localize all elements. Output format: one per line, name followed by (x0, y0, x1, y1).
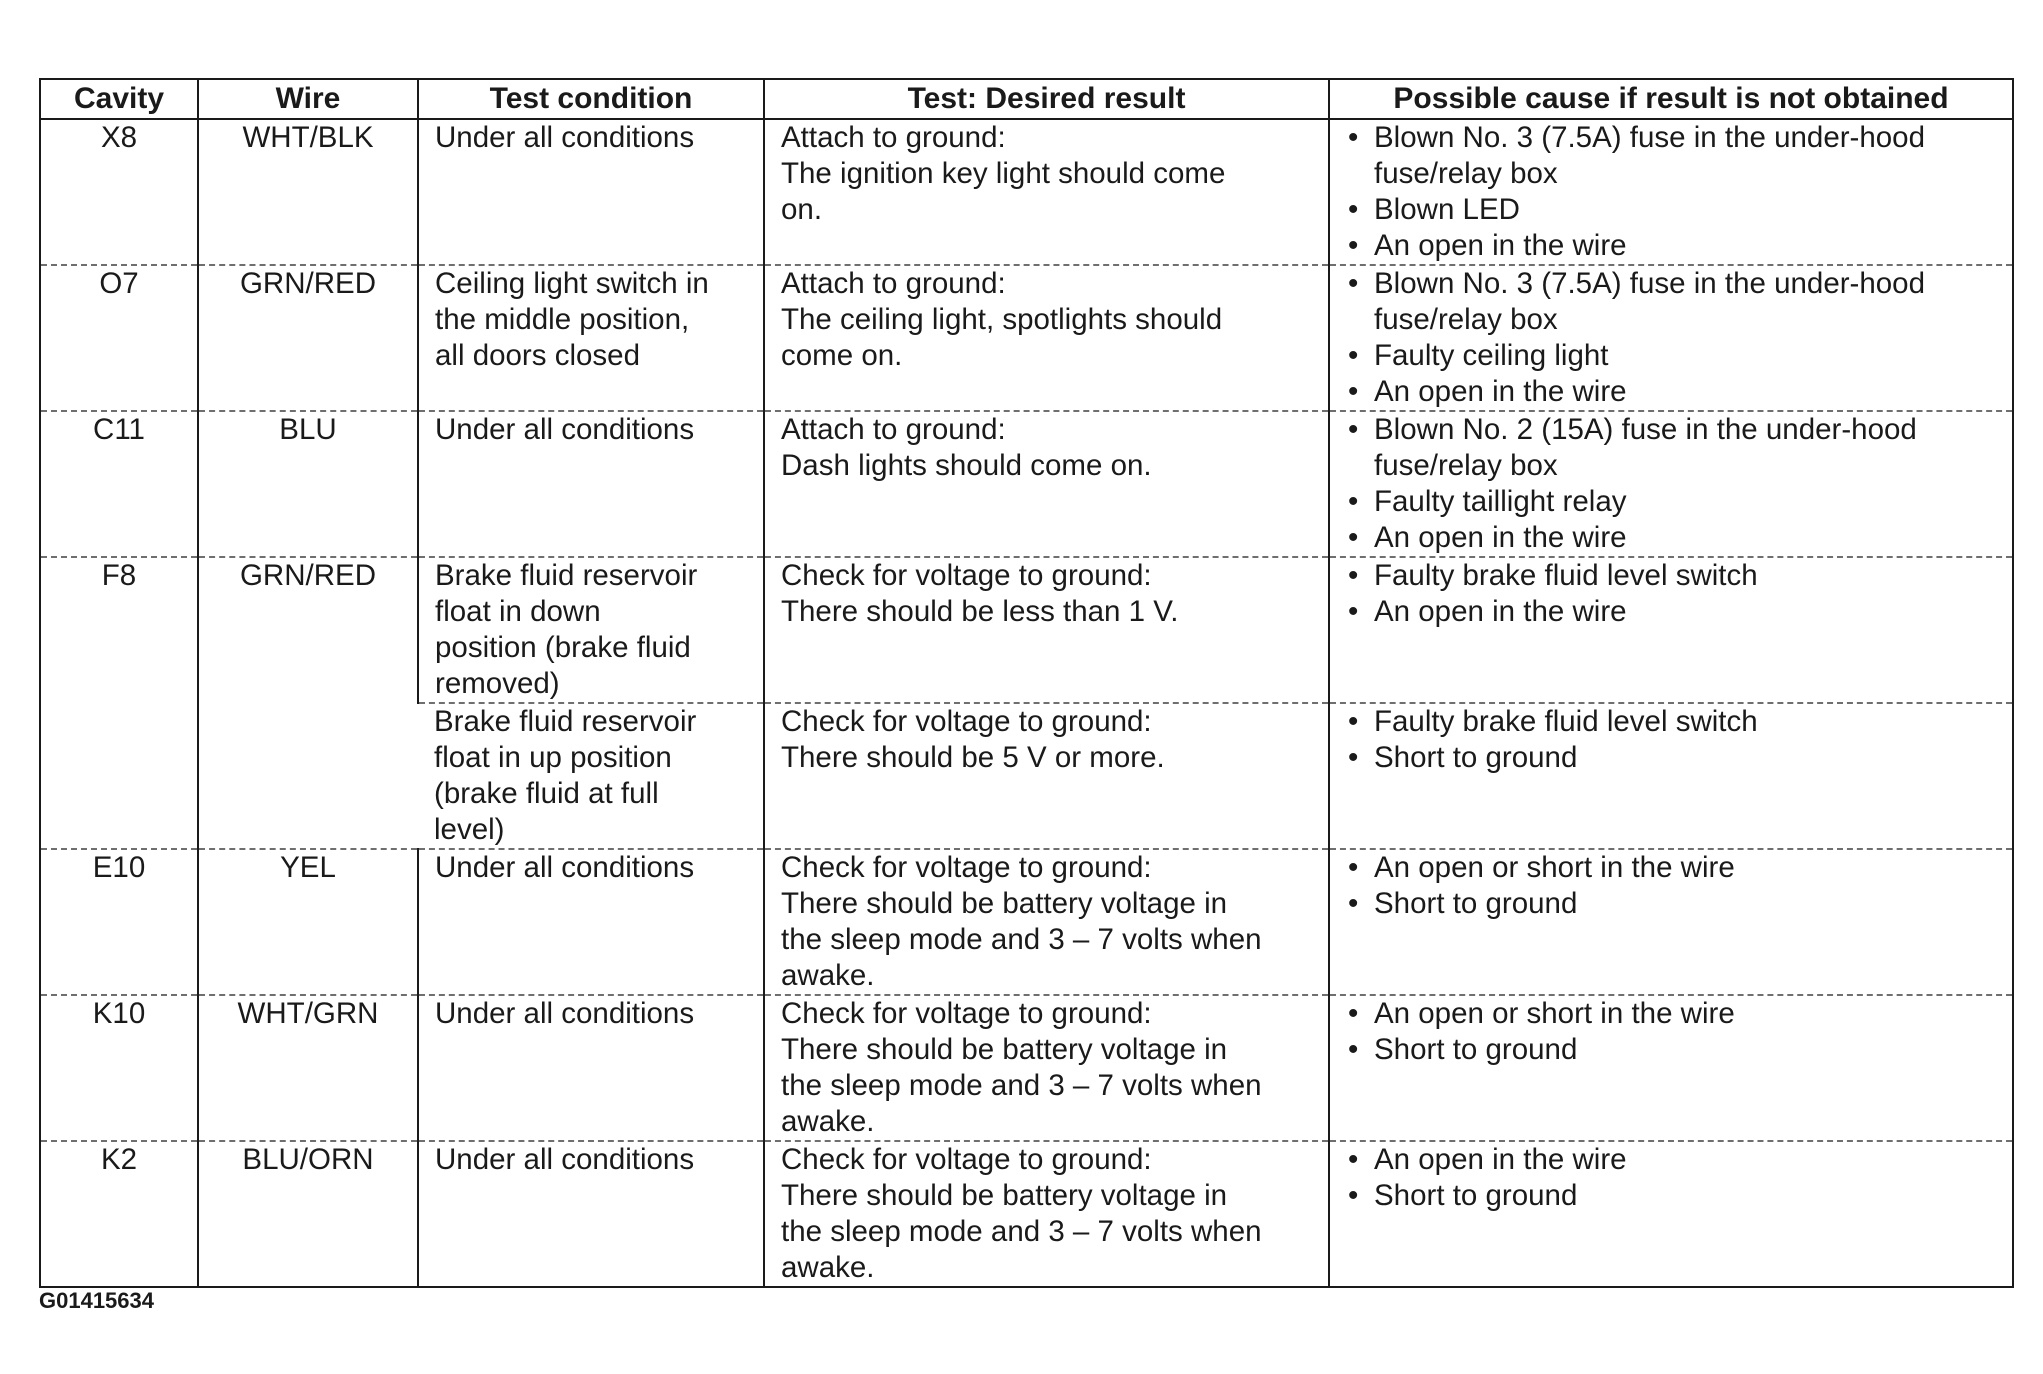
result-line: The ceiling light, spotlights should (781, 303, 1223, 336)
cause-item (1346, 192, 2002, 228)
result-line: on. (781, 193, 823, 226)
cause-cell (1329, 265, 2013, 411)
condition-line: removed) (435, 667, 560, 700)
result-cell (764, 411, 1329, 557)
result-cell (764, 1141, 1329, 1287)
table-row (40, 849, 2013, 995)
cause-list (1346, 996, 2002, 1068)
cause-cell (1329, 557, 2013, 703)
cause-item (1346, 1178, 2002, 1214)
condition-line: float in down (435, 595, 601, 628)
cause-line: • An open in the wire (1374, 521, 1627, 554)
cavity-cell: F8 (40, 557, 198, 849)
result-line: Attach to ground: (781, 413, 1006, 446)
cause-list (1346, 412, 2002, 556)
wire-cell: BLU/ORN (198, 1141, 418, 1287)
figure-code: G01415634 (39, 1288, 154, 1313)
cavity-cell: X8 (100, 121, 138, 154)
result-line: Attach to ground: (781, 267, 1006, 300)
condition-line: Under all conditions (435, 413, 695, 446)
result-line: Check for voltage to ground: (781, 559, 1152, 592)
cause-line: • Faulty taillight relay (1374, 485, 1627, 518)
cause-line: • Faulty brake fluid level switch (1374, 559, 1758, 592)
condition-line: Brake fluid reservoir (435, 559, 698, 592)
result-cell (764, 557, 1329, 703)
cause-line: • An open or short in the wire (1374, 851, 1735, 884)
result-line: awake. (781, 959, 875, 992)
cause-list (1346, 1142, 2002, 1214)
header-cavity: Cavity (40, 79, 198, 119)
condition-cell (418, 119, 764, 265)
result-line: Check for voltage to ground: (781, 1143, 1152, 1176)
result-line: Check for voltage to ground: (781, 851, 1152, 884)
cause-cell (1329, 703, 2013, 849)
cause-line: • Short to ground (1374, 887, 1578, 920)
cause-line: fuse/relay box (1374, 157, 1558, 190)
wire-cell: WHT/GRN (198, 995, 418, 1141)
cause-line: • An open in the wire (1374, 375, 1627, 408)
cause-item (1346, 704, 2002, 740)
cause-item (1346, 228, 2002, 264)
wire-cell: GRN/RED (198, 557, 418, 849)
cause-line: • An open in the wire (1374, 1143, 1627, 1176)
table-row (40, 411, 2013, 557)
cavity-cell: C11 (40, 411, 198, 557)
cause-item (1346, 120, 2002, 192)
condition-line: float in up position (434, 741, 672, 774)
cause-line: • An open or short in the wire (1374, 997, 1735, 1030)
result-line: awake. (781, 1105, 875, 1138)
cause-cell (1329, 1141, 2013, 1287)
cause-list (1346, 850, 2002, 922)
cause-item (1346, 484, 2002, 520)
table-row (40, 995, 2013, 1141)
table-row (40, 1141, 2013, 1287)
condition-line: the middle position, (435, 303, 690, 336)
condition-cell (418, 411, 764, 557)
cause-list (1346, 704, 2002, 776)
cavity-cell: O7 (40, 265, 198, 411)
result-line: the sleep mode and 3 – 7 volts when (781, 923, 1262, 956)
cause-item (1346, 1032, 2002, 1068)
condition-cell (418, 995, 764, 1141)
cause-cell (1329, 995, 2013, 1141)
condition-line: (brake fluid at full (434, 777, 659, 810)
cause-list (1346, 558, 2002, 630)
condition-line: Brake fluid reservoir (434, 705, 697, 738)
cause-line: • Blown LED (1374, 193, 1520, 226)
cause-item (1346, 740, 2002, 776)
header-wire: Wire (198, 79, 418, 119)
condition-line: position (brake fluid (435, 631, 691, 664)
table-row (40, 119, 2013, 265)
condition-line: level) (434, 813, 505, 846)
wire-cell: BLU (198, 411, 418, 557)
result-line: Check for voltage to ground: (781, 997, 1152, 1030)
cavity-cell: E10 (40, 849, 198, 995)
cause-item (1346, 374, 2002, 410)
wire-cell: GRN/RED (198, 265, 418, 411)
result-line: the sleep mode and 3 – 7 volts when (781, 1069, 1262, 1102)
result-line: There should be 5 V or more. (781, 741, 1165, 774)
result-line: Check for voltage to ground: (781, 705, 1152, 738)
diagnostic-table (39, 78, 2014, 1288)
cause-line: fuse/relay box (1374, 303, 1558, 336)
result-line: There should be less than 1 V. (781, 595, 1179, 628)
condition-cell (418, 557, 764, 703)
result-line: Attach to ground: (781, 121, 1006, 154)
table-header-row (40, 79, 2013, 119)
cause-item (1346, 558, 2002, 594)
cause-line: • Short to ground (1374, 1179, 1578, 1212)
cause-item (1346, 850, 2002, 886)
condition-cell (418, 265, 764, 411)
cause-list (1346, 120, 2002, 264)
result-line: the sleep mode and 3 – 7 volts when (781, 1215, 1262, 1248)
cause-list (1346, 266, 2002, 410)
result-line: There should be battery voltage in (781, 1033, 1228, 1066)
cause-line: • Faulty ceiling light (1374, 339, 1609, 372)
condition-line: Under all conditions (435, 851, 695, 884)
result-line: come on. (781, 339, 903, 372)
result-cell (764, 119, 1329, 265)
header-test-condition: Test condition (418, 79, 764, 119)
condition-cell (418, 849, 764, 995)
cause-line: • An open in the wire (1374, 229, 1627, 262)
condition-line: all doors closed (435, 339, 640, 372)
table-row (40, 557, 2013, 703)
cause-line: • Blown No. 3 (7.5A) fuse in the under-hood (1374, 267, 1925, 300)
cause-cell (1329, 849, 2013, 995)
condition-cell (418, 703, 764, 849)
condition-cell (418, 1141, 764, 1287)
cause-item (1346, 594, 2002, 630)
cause-item (1346, 338, 2002, 374)
wire-cell: WHT/BLK (198, 119, 418, 265)
cause-item (1346, 520, 2002, 556)
cause-item (1346, 266, 2002, 338)
cause-line: • An open in the wire (1374, 595, 1627, 628)
header-desired-result: Test: Desired result (764, 79, 1329, 119)
result-line: Dash lights should come on. (781, 449, 1152, 482)
cause-item (1346, 1142, 2002, 1178)
cause-line: fuse/relay box (1374, 449, 1558, 482)
condition-line: Under all conditions (435, 1143, 695, 1176)
cause-line: • Short to ground (1374, 741, 1578, 774)
result-cell (764, 703, 1329, 849)
header-possible-cause: Possible cause if result is not obtained (1329, 79, 2013, 119)
cause-line: • Short to ground (1374, 1033, 1578, 1066)
table-row (40, 265, 2013, 411)
cause-line: • Blown No. 3 (7.5A) fuse in the under-hood (1374, 121, 1925, 154)
condition-line: Under all conditions (435, 121, 695, 154)
cause-item (1346, 412, 2002, 484)
result-cell (764, 265, 1329, 411)
cavity-cell: K10 (40, 995, 198, 1141)
cause-cell (1329, 119, 2013, 265)
result-cell (764, 995, 1329, 1141)
result-line: There should be battery voltage in (781, 887, 1228, 920)
condition-line: Under all conditions (435, 997, 695, 1030)
result-cell (764, 849, 1329, 995)
cause-item (1346, 886, 2002, 922)
result-line: awake. (781, 1251, 875, 1284)
cause-line: • Blown No. 2 (15A) fuse in the under-hood (1374, 413, 1917, 446)
cause-cell (1329, 411, 2013, 557)
cause-item (1346, 996, 2002, 1032)
wire-cell: YEL (198, 849, 418, 995)
cause-line: • Faulty brake fluid level switch (1374, 705, 1758, 738)
result-line: There should be battery voltage in (781, 1179, 1228, 1212)
cavity-cell: K2 (40, 1141, 198, 1287)
condition-line: Ceiling light switch in (435, 267, 709, 300)
result-line: The ignition key light should come (781, 157, 1226, 190)
